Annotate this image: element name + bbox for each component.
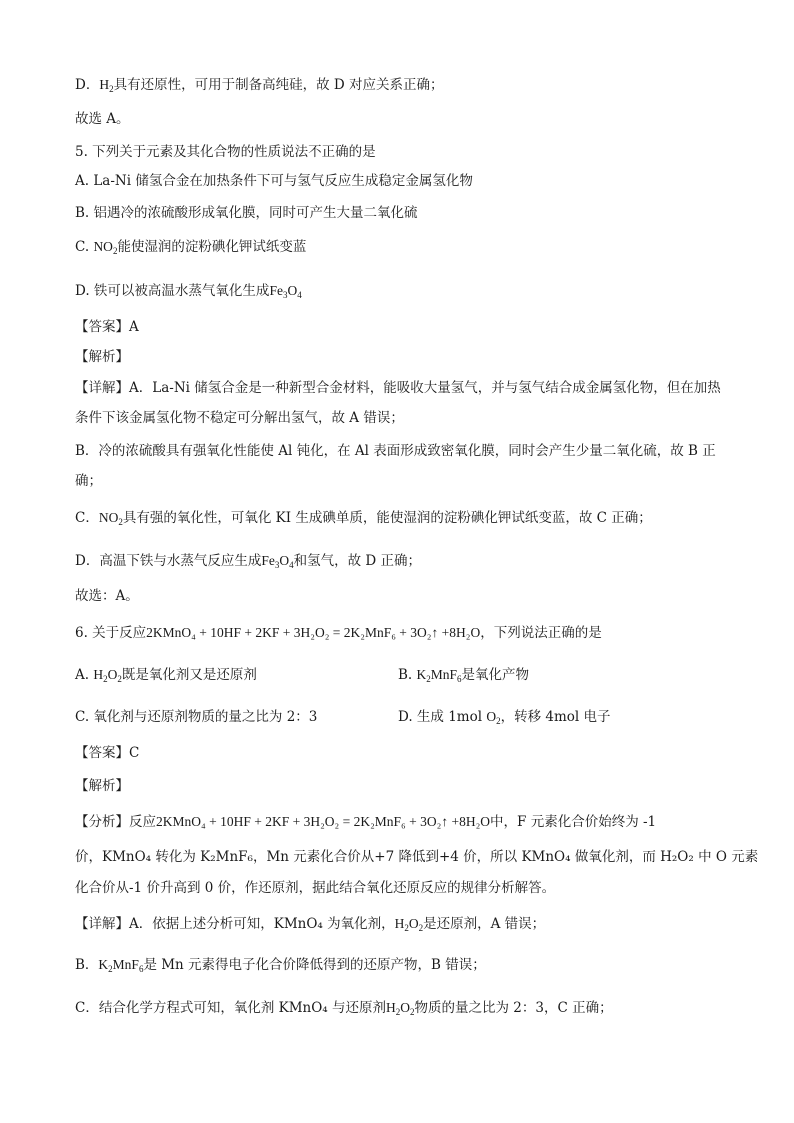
detail-6-a: 【详解】A．依据上述分析可知，KMnO₄ 为氧化剂，$H_2O_2$是还原剂，A 错误； bbox=[75, 916, 546, 933]
conclusion-line: 故选 A。 bbox=[75, 111, 130, 127]
formula-h2o2: $H_2O_2$ bbox=[394, 916, 424, 933]
q6-option-c: C. 氧化剂与还原剂物质的量之比为 2：3 bbox=[75, 709, 318, 725]
formula-no2: $NO_2$ bbox=[93, 239, 118, 256]
detail-5-b: B．冷的浓硫酸具有强氧化性能使 Al 钝化，在 Al 表面形成致密氧化膜，同时会产生少量二氧化硫，故 B 正确； bbox=[75, 443, 716, 489]
formula-fe3o4: $Fe_3O_4$ bbox=[269, 283, 302, 300]
question-5: 5. 下列关于元素及其化合物的性质说法不正确的是 bbox=[75, 144, 376, 160]
formula-h2o2: $H_2O_2$ bbox=[93, 667, 122, 684]
detail-5-d: D．高温下铁与水蒸气反应生成$Fe_3O_4$和氢气，故 D 正确； bbox=[75, 553, 421, 570]
line-text: 具有还原性，可用于制备高纯硅，故 D 对应关系正确； bbox=[113, 77, 444, 93]
formula-h2o2: $H_2O_2$ bbox=[386, 1000, 415, 1017]
reaction-equation: 2KMnO₄ + 10HF + 2KF + 3H₂O₂ = 2K₂MnF₆ + 3O₂↑ +8H₂O bbox=[146, 625, 481, 640]
formula-o2: $O_2$ bbox=[486, 709, 501, 726]
analysis-6-line2: 价，KMnO₄ 转化为 K₂MnF₆，Mn 元素化合价从+7 降低到+4 价，所以 KMnO₄ 做氧化剂，而 H₂O₂ 中 O 元素 bbox=[75, 849, 759, 865]
analysis-6-line1: 【分析】反应2KMnO₄ + 10HF + 2KF + 3H₂O₂ = 2K₂MnF₆ + 3O₂↑ +8H₂O中，F 元素化合价始终为 -1 bbox=[75, 814, 657, 830]
option-label: D． bbox=[75, 77, 100, 93]
line-d-h2 bbox=[75, 76, 443, 94]
analysis-6-line3: 化合价从-1 价升高到 0 价，作还原剂，据此结合氧化还原反应的规律分析解答。 bbox=[75, 880, 556, 896]
detail-5-a: 【详解】A．La-Ni 储氢合金是一种新型合金材料，能吸收大量氢气，并与氢气结合成金属氢化物，但在加热条件下该金属氢化物不稳定可分解出氢气，故 A 错误； bbox=[75, 380, 721, 426]
analysis-6-heading: 【解析】 bbox=[75, 778, 129, 794]
q6-option-a: A. $H_2O_2$既是氧化剂又是还原剂 bbox=[75, 667, 257, 684]
q5-option-c: C. $NO_2$能使湿润的淀粉碘化钾试纸变蓝 bbox=[75, 239, 307, 256]
formula-k2mnf6: $K_2MnF_6$ bbox=[98, 957, 144, 974]
q5-option-a: A. La-Ni 储氢合金在加热条件下可与氢气反应生成稳定金属氢化物 bbox=[75, 173, 473, 189]
answer-5: 【答案】A bbox=[75, 319, 139, 335]
reaction-equation: 2KMnO₄ + 10HF + 2KF + 3H₂O₂ = 2K₂MnF₆ + 3O₂↑ +8H₂O bbox=[156, 814, 491, 829]
formula-k2mnf6: $K_2MnF_6$ bbox=[416, 667, 462, 684]
answer-6: 【答案】C bbox=[75, 745, 140, 761]
analysis-5-heading: 【解析】 bbox=[75, 349, 129, 365]
detail-6-b: B．$K_2MnF_6$是 Mn 元素得电子化合价降低得到的还原产物，B 错误； bbox=[75, 957, 486, 974]
formula-no2: $NO_2$ bbox=[98, 510, 123, 527]
q6-option-d: D. 生成 1mol $O_2$，转移 4mol 电子 bbox=[398, 709, 611, 726]
formula-h2: $H_2$ bbox=[99, 77, 114, 94]
formula-fe3o4: $Fe_3O_4$ bbox=[261, 553, 294, 570]
selection-5: 故选：A。 bbox=[75, 588, 139, 604]
question-6: 6. 关于反应2KMnO₄ + 10HF + 2KF + 3H₂O₂ = 2K₂MnF₆ + 3O₂↑ +8H₂O，下列说法正确的是 bbox=[75, 625, 602, 641]
detail-5-c: C．$NO_2$具有强的氧化性，可氧化 KI 生成碘单质，能使湿润的淀粉碘化钾试纸变蓝，故 C 正确； bbox=[75, 510, 652, 527]
q5-option-d: D. 铁可以被高温水蒸气氧化生成$Fe_3O_4$ bbox=[75, 283, 302, 300]
detail-6-c: C．结合化学方程式可知，氧化剂 KMnO₄ 与还原剂$H_2O_2$物质的量之比为 2：3，C 正确； bbox=[75, 1000, 613, 1017]
q6-option-b: B. $K_2MnF_6$是氧化产物 bbox=[398, 667, 530, 684]
q5-option-b: B. 铝遇冷的浓硫酸形成氧化膜，同时可产生大量二氧化硫 bbox=[75, 205, 418, 221]
